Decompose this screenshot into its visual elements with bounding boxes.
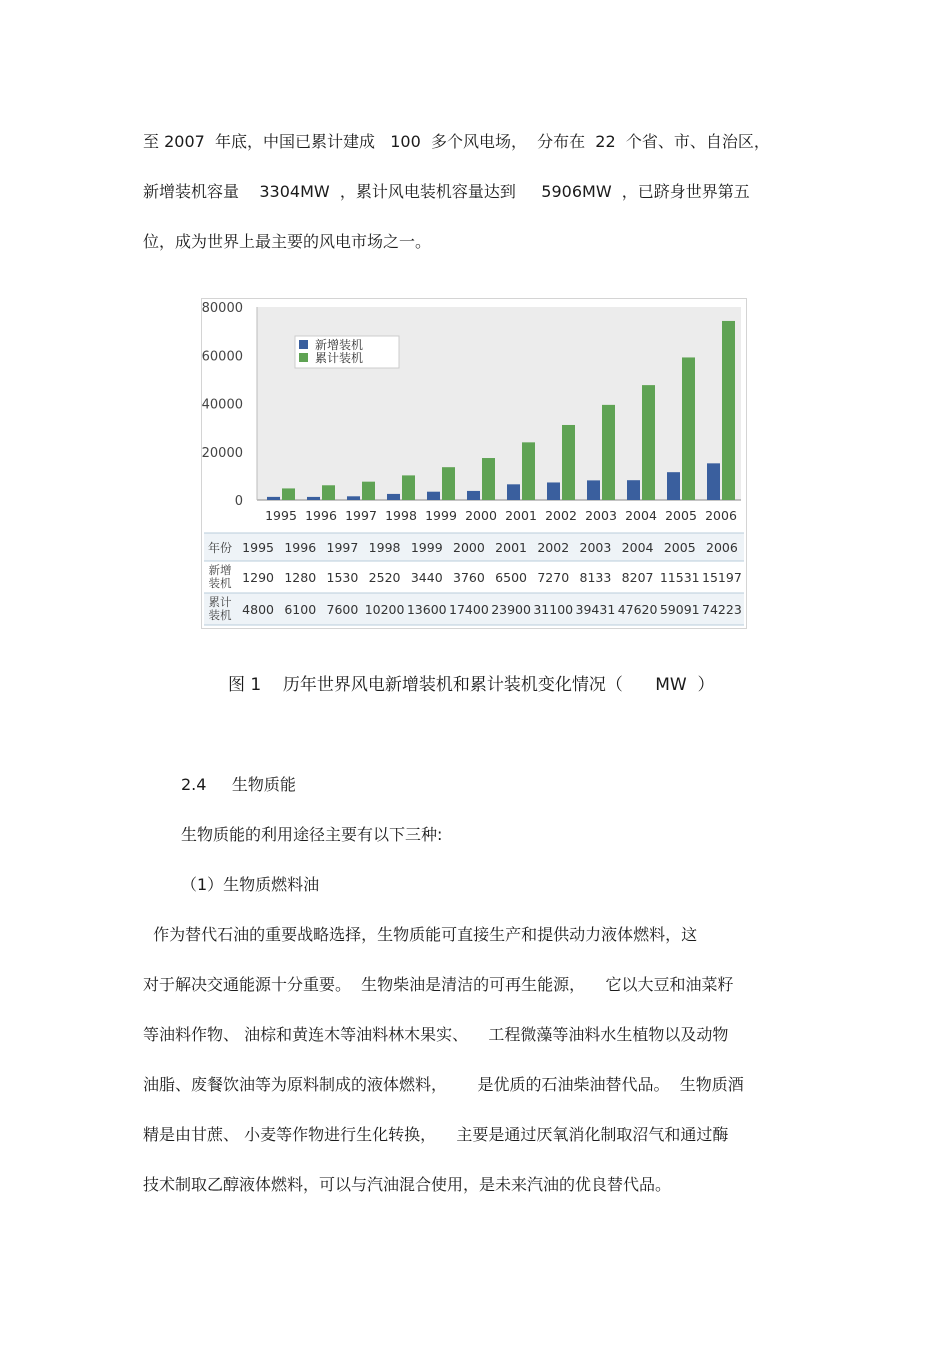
table-row-label: 新增 (208, 563, 232, 577)
table-year-cell: 1998 (368, 540, 401, 555)
table-cumulative-cell: 17400 (449, 602, 489, 617)
x-tick-label: 2002 (545, 508, 577, 523)
intro-line-3: 位，成为世界上最主要的风电市场之一。 (143, 232, 432, 251)
x-tick-label: 2001 (505, 508, 537, 523)
bar-cumulative (682, 357, 695, 500)
bar-new (547, 482, 560, 500)
table-year-cell: 2006 (706, 540, 738, 555)
table-new-cell: 1280 (284, 570, 317, 585)
table-cumulative-cell: 23900 (491, 602, 531, 617)
table-year-cell: 1997 (326, 540, 359, 555)
table-new-cell: 11531 (659, 570, 700, 585)
section-intro: 生物质能的利用途径主要有以下三种: (181, 825, 443, 844)
table-cumulative-cell: 59091 (659, 602, 700, 617)
table-year-cell: 1995 (242, 540, 274, 555)
table-cumulative-cell: 39431 (575, 602, 616, 617)
table-cumulative-cell: 47620 (617, 602, 658, 617)
table-cumulative-cell: 7600 (326, 602, 359, 617)
chart-svg (201, 298, 747, 629)
table-cumulative-cell: 13600 (406, 602, 447, 617)
x-tick-label: 1995 (265, 508, 297, 523)
paragraph-line-4: 油脂、废餐饮油等为原料制成的液体燃料， 是优质的石油柴油替代品。 生物质酒 (143, 1075, 744, 1094)
intro-line-2: 新增装机容量 3304MW ，累计风电装机容量达到 5906MW ，已跻身世界第五 (143, 182, 750, 201)
table-year-cell: 2001 (495, 540, 527, 555)
table-year-cell: 1996 (284, 540, 317, 555)
bar-cumulative (642, 385, 655, 500)
bar-cumulative (522, 442, 535, 500)
table-new-cell: 3440 (410, 570, 443, 585)
table-new-cell: 2520 (368, 570, 401, 585)
y-tick-label: 80000 (201, 301, 243, 316)
bar-new (427, 492, 440, 500)
y-tick-label: 0 (234, 494, 243, 509)
table-cumulative-cell: 10200 (364, 602, 405, 617)
bar-new (627, 480, 640, 500)
bar-new (387, 494, 400, 500)
table-cumulative-cell: 31100 (533, 602, 574, 617)
table-row-label: 装机 (208, 576, 232, 590)
y-tick-label: 60000 (201, 349, 243, 365)
x-tick-label: 2000 (465, 508, 497, 523)
bar-cumulative (722, 321, 735, 500)
table-year-cell: 2005 (663, 540, 696, 555)
table-year-cell: 2000 (453, 540, 485, 555)
table-new-cell: 6500 (495, 570, 527, 585)
bar-new (467, 491, 480, 500)
table-cumulative-cell: 4800 (242, 602, 274, 617)
bar-cumulative (602, 405, 615, 500)
table-new-cell: 8133 (579, 570, 612, 585)
x-tick-label: 1996 (305, 508, 337, 523)
table-new-cell: 7270 (537, 570, 570, 585)
x-tick-label: 1999 (425, 508, 457, 523)
table-new-cell: 1290 (242, 570, 274, 585)
y-tick-label: 20000 (201, 445, 243, 461)
bar-cumulative (282, 488, 295, 500)
legend-label: 新增装机 (315, 338, 364, 352)
section-heading: 2.4 生物质能 (181, 775, 296, 794)
table-year-cell: 2003 (579, 540, 612, 555)
legend-swatch (299, 353, 308, 362)
figure-caption: 图 1 历年世界风电新增装机和累计装机变化情况（ MW ） (228, 675, 715, 695)
intro-line-1: 至 2007 年底，中国已累计建成 100 多个风电场， 分布在 22 个省、市、自治区， (143, 132, 770, 151)
paragraph-line-3: 等油料作物、 油棕和黄连木等油料林木果实、 工程微藻等油料水生植物以及动物 (143, 1025, 729, 1044)
bar-new (667, 472, 680, 500)
table-new-cell: 15197 (702, 570, 742, 585)
bar-cumulative (402, 475, 415, 500)
bar-cumulative (442, 467, 455, 500)
paragraph-line-1: 作为替代石油的重要战略选择，生物质能可直接生产和提供动力液体燃料，这 (143, 925, 698, 944)
bar-cumulative (562, 425, 575, 500)
table-cumulative-cell: 6100 (284, 602, 317, 617)
table-header-label: 年份 (207, 541, 233, 555)
paragraph-line-5: 精是由甘蔗、 小麦等作物进行生化转换， 主要是通过厌氧消化制取沼气和通过酶 (143, 1125, 729, 1144)
bar-new (267, 497, 280, 500)
bar-new (587, 480, 600, 500)
bar-cumulative (482, 458, 495, 500)
bar-new (307, 497, 320, 500)
x-tick-label: 1997 (345, 508, 377, 523)
x-tick-label: 2006 (705, 508, 737, 523)
x-tick-label: 2003 (585, 508, 617, 523)
bar-new (347, 496, 360, 500)
legend-label: 累计装机 (315, 351, 364, 365)
table-year-cell: 2004 (621, 540, 654, 555)
legend-swatch (299, 340, 308, 349)
table-year-cell: 2002 (537, 540, 570, 555)
table-year-cell: 1999 (410, 540, 443, 555)
paragraph-line-6: 技术制取乙醇液体燃料，可以与汽油混合使用，是未来汽油的优良替代品。 (143, 1175, 672, 1194)
x-tick-label: 2004 (625, 508, 657, 523)
table-new-cell: 3760 (453, 570, 485, 585)
y-tick-label: 40000 (201, 397, 243, 413)
bar-cumulative (322, 485, 335, 500)
bar-new (707, 463, 720, 500)
table-new-cell: 1530 (326, 570, 359, 585)
table-row-label: 累计 (208, 595, 232, 609)
x-tick-label: 1998 (385, 508, 417, 523)
table-row-label: 装机 (208, 608, 232, 622)
list-item-1: （1）生物质燃料油 (181, 875, 320, 894)
bar-cumulative (362, 482, 375, 500)
table-cumulative-cell: 74223 (702, 602, 742, 617)
wind-power-chart (201, 298, 747, 629)
bar-new (507, 484, 520, 500)
table-new-cell: 8207 (621, 570, 654, 585)
paragraph-line-2: 对于解决交通能源十分重要。 生物柴油是清洁的可再生能源， 它以大豆和油菜籽 (143, 975, 734, 994)
x-tick-label: 2005 (665, 508, 697, 523)
